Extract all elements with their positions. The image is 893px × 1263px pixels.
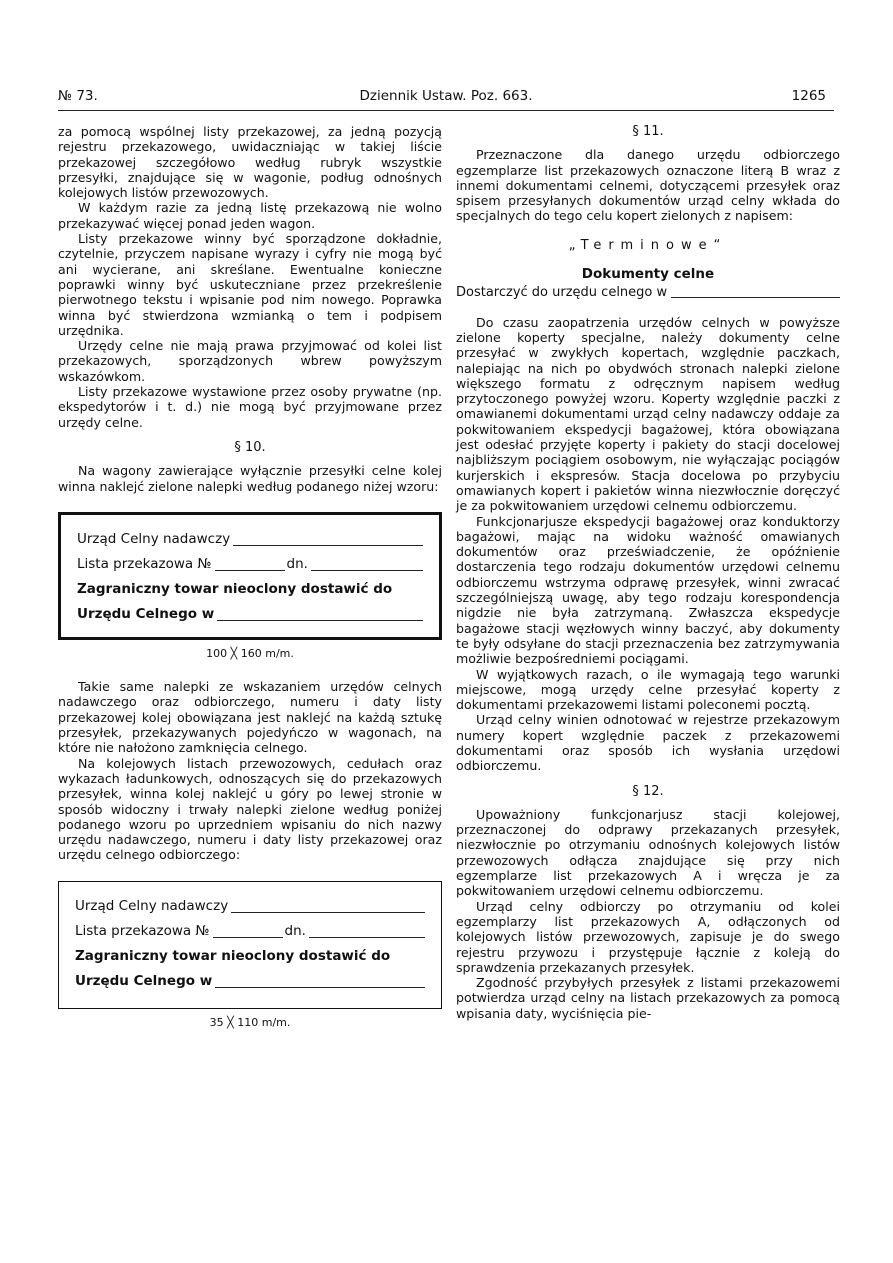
label-text: dn. bbox=[286, 555, 308, 572]
label-text: Zagraniczny towar nieoclony dostawić do bbox=[75, 947, 391, 964]
envelope-inscription: „Terminowe“ bbox=[568, 237, 728, 253]
paragraph: Urząd celny odbiorczy po otrzymaniu od kolei egzemplarzy list przekazowych A, odłączonych od kolejowych listów przewozowych, zapisuje je do swego rejestru przywozu i przystępuje łącznie z koleją do sprawdzenia przekazanych przesyłek. bbox=[456, 898, 840, 975]
blank-line bbox=[233, 545, 423, 546]
label-text: Urząd Celny nadawczy bbox=[77, 530, 231, 547]
left-column bbox=[58, 124, 442, 1048]
label-template-large bbox=[58, 512, 442, 640]
label-line bbox=[77, 577, 423, 602]
paragraph: W każdym razie za jedną listę przekazową nie wolno przekazywać więcej ponad jeden wagon. bbox=[58, 200, 442, 231]
label-line bbox=[77, 552, 423, 577]
label-text: Lista przekazowa № bbox=[75, 922, 210, 939]
paragraph: Takie same nalepki ze wskazaniem urzędów celnych nadawczego oraz odbiorczego, numeru i daty listy przekazowej kolej obowiązana jest naklejć na każdą sztukę przesyłek, przekazywanych pojedyńczo w wagonach, na które nie nałożono zamknięcia celnego. bbox=[58, 679, 442, 756]
paragraph: Przeznaczone dla danego urzędu odbiorczego egzemplarze list przekazowych oznaczone literą B wraz z innemi dokumentami celnemi, dotyczącemi przesyłek oraz spisem przesyłanych dokumentów urząd celny wkłada do specjalnych do tego celu kopert zielonych z napisem: bbox=[456, 147, 840, 224]
paragraph: W wyjątkowych razach, o ile wymagają tego warunki miejscowe, mogą urzędy celne przesyłać koperty z dokumentami przekazowemi listami poleconemi pocztą. bbox=[456, 666, 840, 713]
label-template-small bbox=[58, 881, 442, 1009]
paragraph: Listy przekazowe wystawione przez osoby prywatne (np. ekspedytorów i t. d.) nie mogą być przyjmowane przez urzędy celne. bbox=[58, 384, 442, 430]
envelope-address-text: Dostarczyć do urzędu celnego w bbox=[456, 285, 668, 301]
section-heading-12: § 12. bbox=[632, 783, 664, 799]
paragraph: Upoważniony funkcjonarjusz stacji kolejowej, przeznaczonej do odprawy przekazanych przesyłek, niezwłocznie po otrzymaniu odnośnych kolejowych listów przewozowych odłącza znajdujące się przy nich egzemplarze list przekazowych A i wręcza je za pokwitowaniem urzędowi celnemu odbiorczemu. bbox=[456, 806, 840, 899]
page-header bbox=[58, 88, 834, 111]
label-line bbox=[77, 527, 423, 552]
envelope-heading: Dokumenty celne bbox=[581, 266, 715, 283]
label-text: Lista przekazowa № bbox=[77, 555, 212, 572]
blank-line bbox=[215, 987, 425, 988]
paragraph: Na kolejowych listach przewozowych, cedułach oraz wykazach ładunkowych, odnoszących się do przekazowych przesyłek, winna kolej naklejć u góry po lewej stronie w sposób widoczny i trwały nalepki zielone według poniżej podanego wzoru po uprzedniem wpisaniu do nich nazwy urzędu nadawczego, numeru i daty listy przekazowej oraz urzędu celnego odbiorczego: bbox=[58, 755, 442, 863]
blank-line bbox=[311, 570, 423, 571]
dimension-caption: 35 ╳ 110 m/m. bbox=[209, 1015, 291, 1029]
dimension-caption: 100 ╳ 160 m/m. bbox=[206, 646, 294, 660]
label-line bbox=[75, 969, 425, 994]
label-line bbox=[75, 894, 425, 919]
label-text: Zagraniczny towar nieoclony dostawić do bbox=[77, 580, 393, 597]
paragraph: Do czasu zaopatrzenia urzędów celnych w powyższe zielone koperty specjalne, należy dokumenty celne przesyłać w zwykłych kopertach, względnie paczkach, nalepiając na nich po obydwóch stronach nalepki zielone większego formatu z odręcznym napisem według przytoczonego powyżej wzoru. Koperty względnie paczki z omawianemi dokumentami urząd celny nadawczy oddaje za pokwitowaniem ekspedycji bagażowej, która obowiązana jest odesłać przyjęte koperty i pakiety do stacji docelowej najbliższym pociągiem osobowym, nie wyłączając pociągów kurjerskich i ekspresów. Stacja docelowa po przybyciu omawianych kopert i pakietów winna niezwłocznie doręczyć je za pokwitowaniem urzędowi celnemu odbiorczemu. bbox=[456, 314, 840, 514]
label-text: Urzędu Celnego w bbox=[75, 972, 213, 989]
envelope-address-line bbox=[456, 285, 840, 300]
blank-line bbox=[309, 937, 425, 938]
paragraph: Na wagony zawierające wyłącznie przesyłki celne kolej winna naklejć zielone nalepki według podanego niżej wzoru: bbox=[58, 463, 442, 494]
blank-line bbox=[213, 937, 283, 938]
blank-line bbox=[215, 570, 285, 571]
paragraph: Urzędy celne nie mają prawa przyjmować od kolei list przekazowych, sporządzonych wbrew powyższym wskazówkom. bbox=[58, 338, 442, 384]
paragraph: Zgodność przybyłych przesyłek z listami przekazowemi potwierdza urząd celny na listach przekazowych za pomocą wpisania daty, wyciśnięcia pie- bbox=[456, 975, 840, 1021]
blank-line bbox=[217, 620, 423, 621]
right-column bbox=[456, 124, 840, 1021]
label-text: dn. bbox=[284, 922, 306, 939]
paragraph: Listy przekazowe winny być sporządzone dokładnie, czytelnie, przyczem napisane wyrazy i cyfry nie mogą być ani wycierane, ani skreślane. Ewentualne konieczne poprawki winny być uskuteczniane przez przekreślenie pierwotnego tekstu i wpisanie pod nim nowego. Poprawka winna być stwierdzona wzmianką o tem i podpisem urzędnika. bbox=[58, 231, 442, 338]
paragraph: Urząd celny winien odnotować w rejestrze przekazowym numery kopert względnie paczek z przekazowemi dokumentami oraz sposób ich wysłania urzędowi odbiorczemu. bbox=[456, 712, 840, 774]
page-number: 1265 bbox=[791, 88, 826, 104]
label-line bbox=[75, 919, 425, 944]
paragraph: za pomocą wspólnej listy przekazowej, za jedną pozycją rejestru przekazowego, uwidaczniając w takiej liście przekazowej szczegółowo według rubryk wszystkie przesyłki, znajdujące się w wagonie, podług odnośnych kolejowych listów przewozowych. bbox=[58, 124, 442, 201]
label-line bbox=[77, 602, 423, 627]
section-heading-11: § 11. bbox=[632, 124, 664, 139]
journal-title: Dziennik Ustaw. Poz. 663. bbox=[359, 88, 533, 104]
label-line bbox=[75, 944, 425, 969]
blank-line bbox=[231, 912, 425, 913]
blank-line bbox=[671, 297, 840, 298]
section-heading-10: § 10. bbox=[234, 439, 266, 455]
issue-number: № 73. bbox=[58, 88, 98, 104]
paragraph: Funkcjonarjusze ekspedycji bagażowej oraz konduktorzy bagażowi, mając na widoku ważność omawianych dokumentów oraz przeświadczenie, że opóźnienie dostarczenia tego rodzaju dokumentów urzędowi celnemu odbiorczemu wstrzyma odprawę przesyłek, winni zwracać szczególniejszą uwagę, aby tego rodzaju korespondencja nigdzie nie była zatrzymaną. Zwłaszcza ekspedycje bagażowe stacji węzłowych winny baczyć, aby dokumenty te były odsyłane do stacji przeznaczenia bez zatrzymywania możliwie bezpośredniemi pociągami. bbox=[456, 513, 840, 667]
label-text: Urząd Celny nadawczy bbox=[75, 897, 229, 914]
label-text: Urzędu Celnego w bbox=[77, 605, 215, 622]
